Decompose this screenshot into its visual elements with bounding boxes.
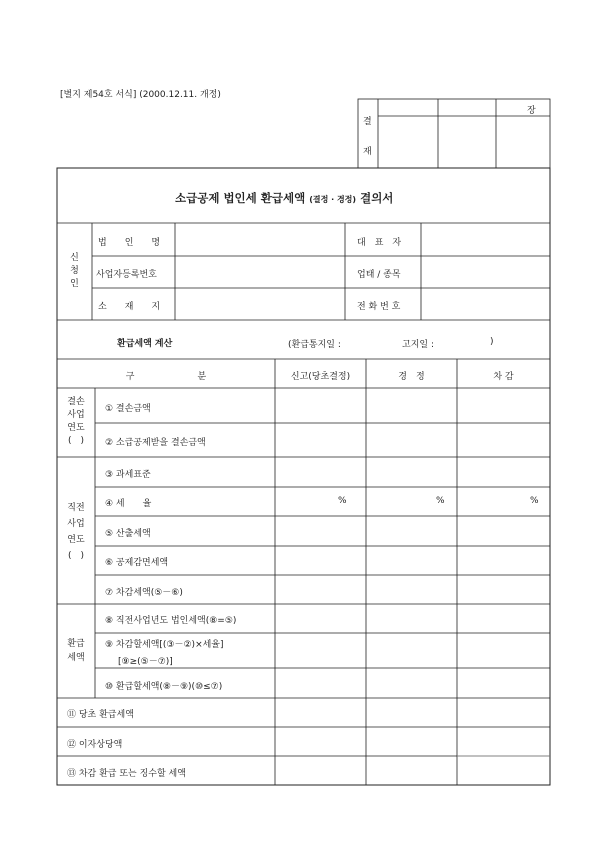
loss-year-group xyxy=(57,396,95,448)
refund-group xyxy=(57,637,95,665)
business-label: 업태 / 종목 xyxy=(357,270,401,280)
form-title xyxy=(175,190,393,206)
percent-difference: % xyxy=(530,496,539,506)
row-deductible-tax-cond: [⑨≥(⑤－⑦)] xyxy=(118,657,173,667)
row-prev-corp-tax: ⑧ 직전사업년도 법인세액(⑧=⑤) xyxy=(105,616,237,626)
percent-report: % xyxy=(338,496,347,506)
prev-year-1: 직전 xyxy=(67,503,85,513)
representative-label: 대 표 자 xyxy=(357,238,402,248)
row-carryback-loss: ② 소급공제받을 결손금액 xyxy=(105,438,206,448)
reg-no-label: 사업자등록번호 xyxy=(96,270,157,280)
phone-label: 전 화 번 호 xyxy=(357,302,401,312)
page-count-label: 장 xyxy=(527,106,536,116)
col-division: 구 분 xyxy=(125,372,207,382)
title-end: 결의서 xyxy=(360,191,394,205)
row-net-tax: ⑦ 차감세액(⑤－⑥) xyxy=(105,588,183,598)
row-initial-refund: ⑪ 당초 환급세액 xyxy=(67,710,134,720)
row-deduction: ⑥ 공제감면세액 xyxy=(105,558,169,568)
col-correction: 경 정 xyxy=(398,372,425,382)
notice-date-label: (환급통지일 : xyxy=(288,340,341,350)
prev-year-2: 사업 xyxy=(67,519,85,529)
applicant-label-3: 인 xyxy=(70,279,79,289)
row-refund-tax: ⑩ 환급할세액(⑧－⑨)(⑩≤⑦) xyxy=(105,682,223,692)
form-header: [별지 제54호 서식] (2000.12.11. 개정) xyxy=(60,90,221,100)
applicant-group-label xyxy=(57,252,92,291)
row-tax-base: ③ 과세표준 xyxy=(105,470,151,480)
applicant-label-1: 신 xyxy=(70,253,79,263)
row-final-amount: ⑬ 차감 환급 또는 징수할 세액 xyxy=(67,769,186,779)
loss-year-2: 사업 xyxy=(67,410,85,420)
title-sub: (결정 · 경정) xyxy=(309,195,357,204)
approval-label-2: 재 xyxy=(363,147,372,157)
row-computed-tax: ⑤ 산출세액 xyxy=(105,529,151,539)
row-tax-rate: ④ 세 율 xyxy=(105,499,152,509)
close-paren: ) xyxy=(490,337,494,347)
row-loss-amount: ① 결손금액 xyxy=(105,404,151,414)
applicant-label-2: 청 xyxy=(70,266,79,276)
prev-year-4: ( ) xyxy=(67,551,85,561)
notify-date-label: 고지일 : xyxy=(402,340,434,350)
row-interest: ⑫ 이자상당액 xyxy=(67,740,123,750)
address-label: 소 재 지 xyxy=(98,302,161,312)
percent-correction: % xyxy=(436,496,445,506)
title-main: 소급공제 법인세 환급세액 xyxy=(175,191,306,205)
loss-year-3: 연도 xyxy=(67,423,85,433)
refund-2: 세액 xyxy=(67,653,85,663)
prev-year-group xyxy=(57,500,95,564)
col-report: 신고(당초결정) xyxy=(290,372,351,382)
col-difference: 차 감 xyxy=(493,372,514,382)
loss-year-1: 결손 xyxy=(67,397,85,407)
refund-1: 환급 xyxy=(67,639,85,649)
row-deductible-tax: ⑨ 차감할세액[(③－②)×세율] xyxy=(105,640,224,650)
prev-year-3: 연도 xyxy=(67,535,85,545)
corp-name-label: 법 인 명 xyxy=(98,238,161,248)
approval-label-1: 결 xyxy=(363,117,372,127)
loss-year-4: ( ) xyxy=(67,436,85,446)
calc-title: 환급세액 계산 xyxy=(117,339,173,349)
